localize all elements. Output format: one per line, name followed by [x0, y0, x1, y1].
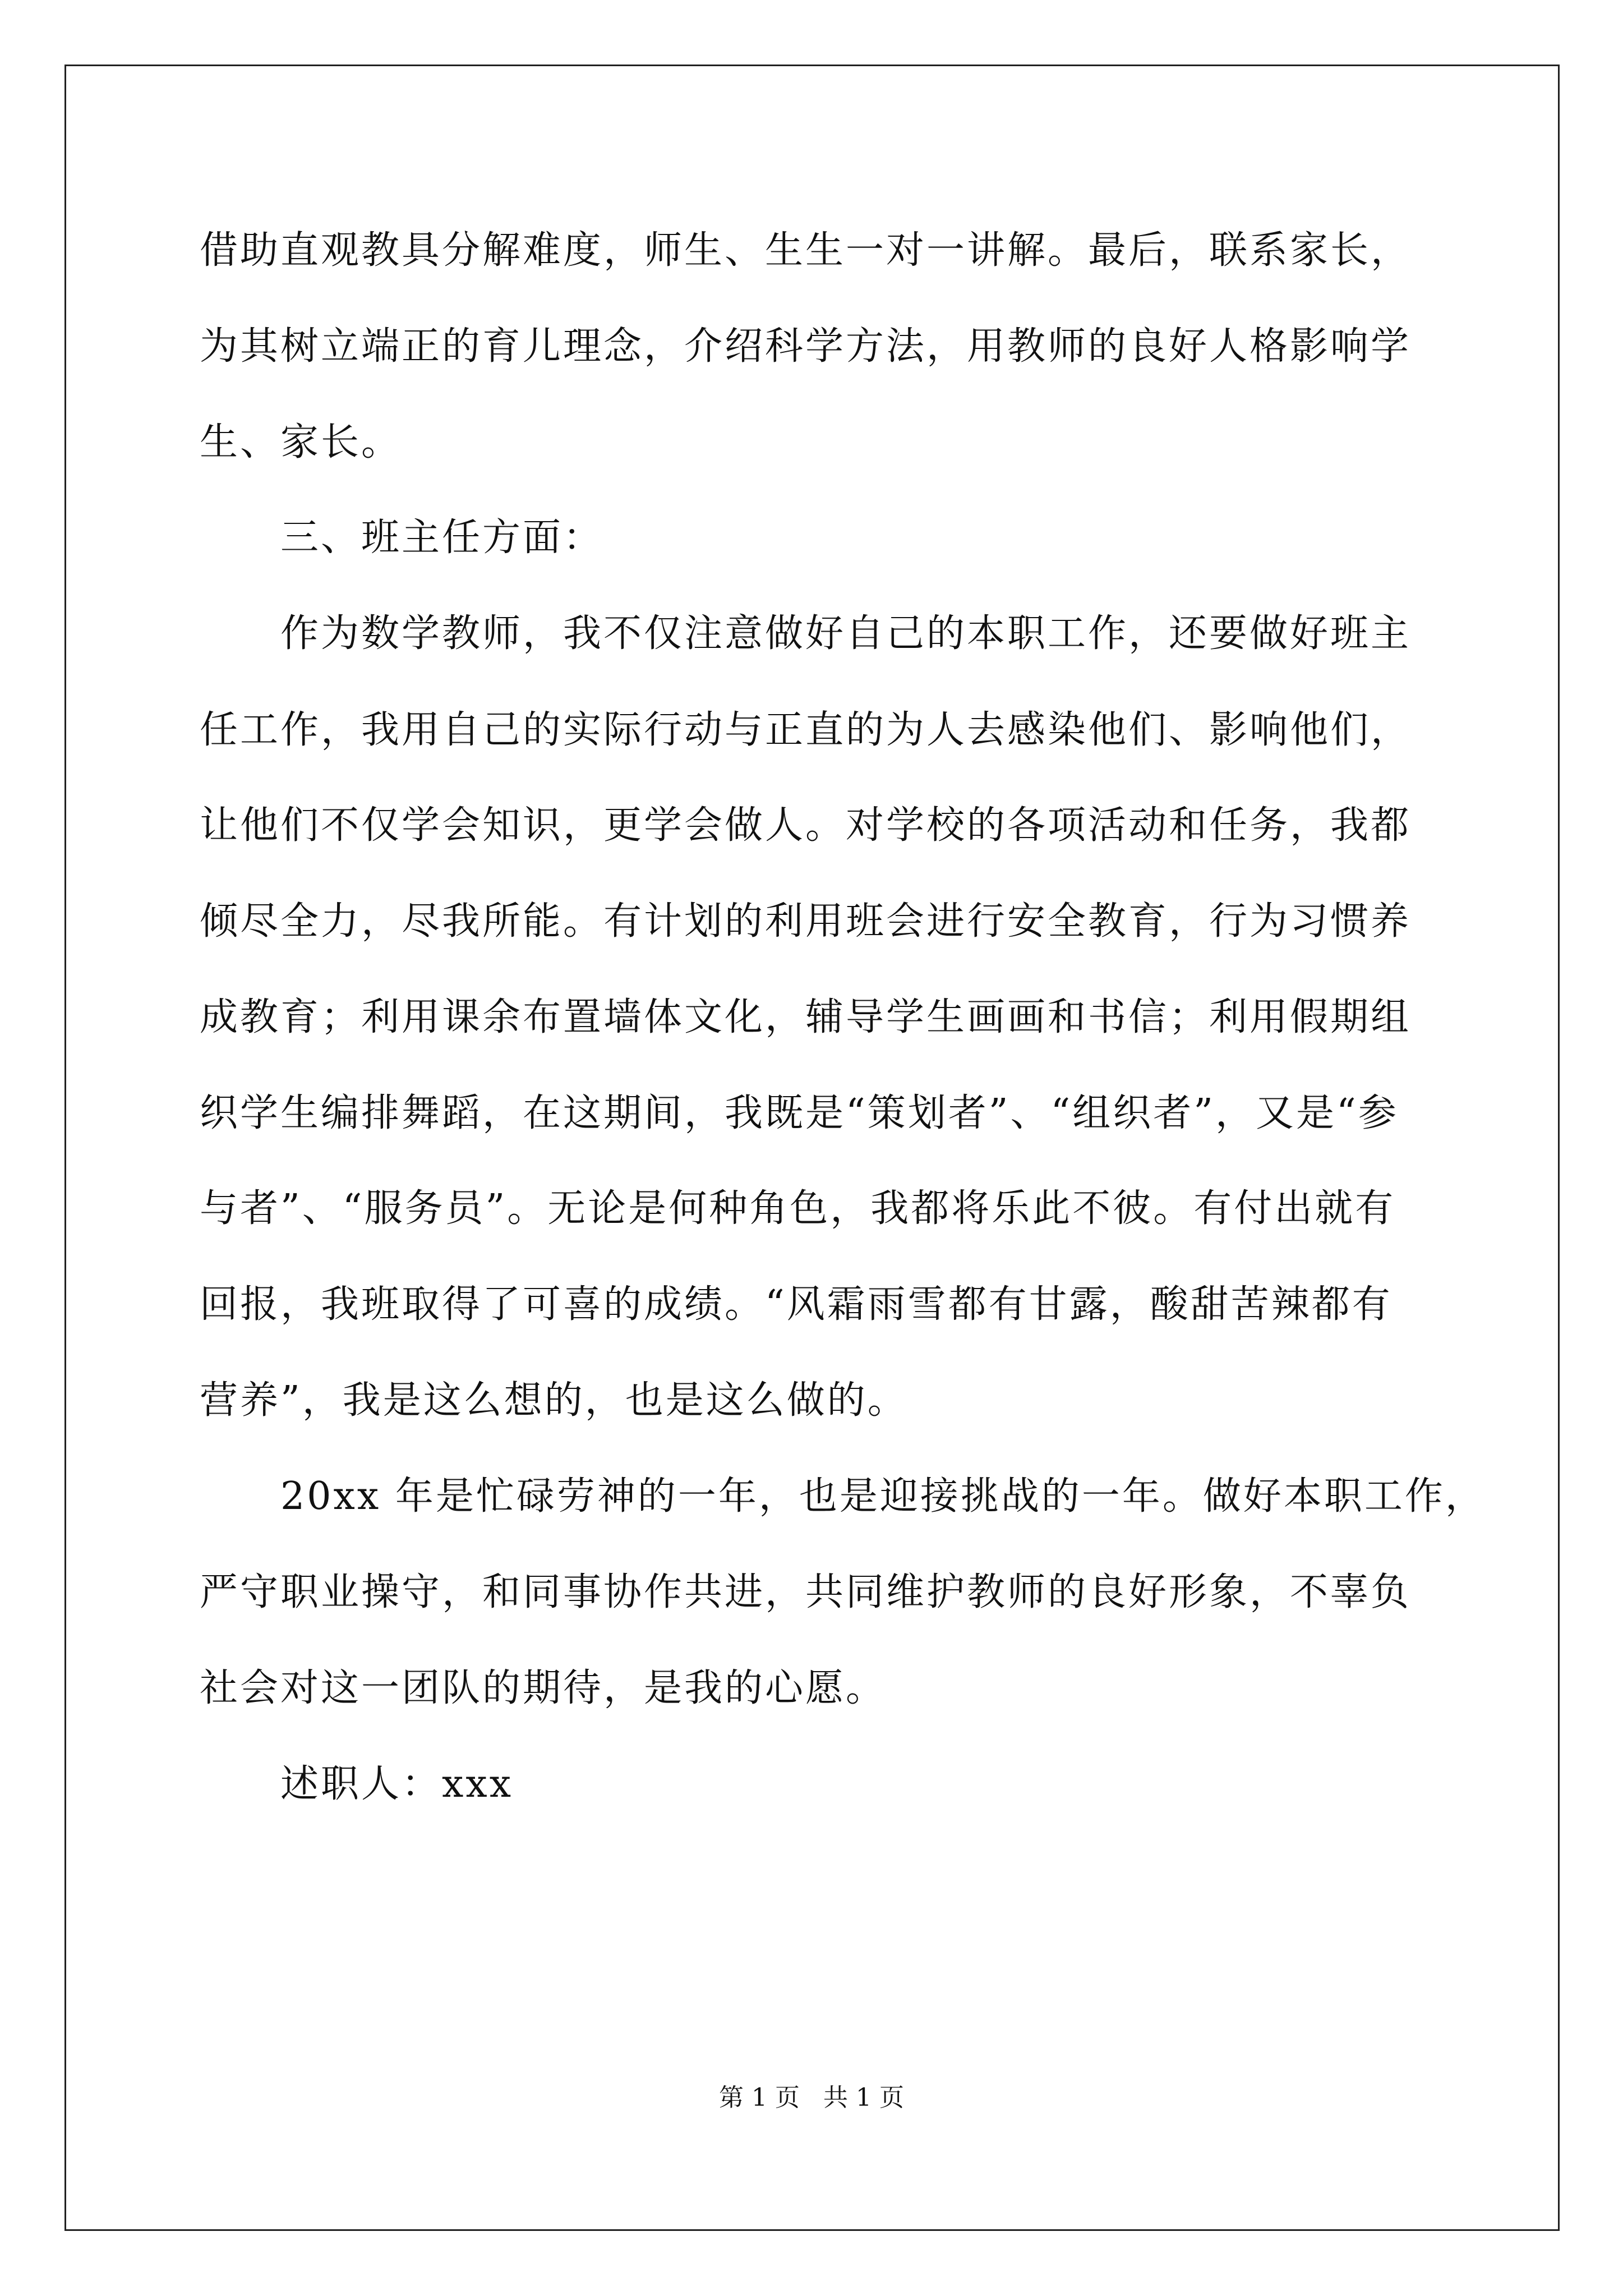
body-line-7: 让他们不仅学会知识，更学会做人。对学校的各项活动和任务，我都 — [200, 803, 1412, 848]
body-line-2: 为其树立端正的育儿理念，介绍科学方法，用教师的良好人格影响学 — [200, 324, 1412, 369]
body-line-3: 生、家长。 — [200, 420, 402, 464]
page-footer: 第 1 页 共 1 页 — [719, 2083, 904, 2112]
body-line-16: 社会对这一团队的期待，是我的心愿。 — [200, 1666, 887, 1710]
body-line-12: 回报，我班取得了可喜的成绩。“风霜雨雪都有甘露，酸甜苦辣都有 — [200, 1282, 1393, 1327]
section-heading: 三、班主任方面： — [280, 516, 604, 560]
body-line-11: 与者”、“服务员”。无论是何种角色，我都将乐此不彼。有付出就有 — [200, 1186, 1396, 1231]
body-line-15: 严守职业操守，和同事协作共进，共同维护教师的良好形象，不辜负 — [200, 1570, 1412, 1614]
body-line-5: 作为数学教师，我不仅注意做好自己的本职工作，还要做好班主 — [280, 611, 1412, 656]
body-line-6: 任工作，我用自己的实际行动与正直的为人去感染他们、影响他们， — [200, 708, 1412, 752]
body-line-8: 倾尽全力，尽我所能。有计划的利用班会进行安全教育，行为习惯养 — [200, 899, 1412, 944]
body-line-14: 20xx 年是忙碌劳神的一年，也是迎接挑战的一年。做好本职工作， — [280, 1474, 1486, 1519]
page-border — [64, 65, 1560, 2231]
body-line-13: 营养”，我是这么想的，也是这么做的。 — [200, 1378, 908, 1423]
body-line-9: 成教育；利用课余布置墙体文化，辅导学生画画和书信；利用假期组 — [200, 995, 1412, 1039]
body-line-1: 借助直观教具分解难度，师生、生生一对一讲解。最后，联系家长， — [200, 228, 1412, 273]
body-line-10: 织学生编排舞蹈，在这期间，我既是“策划者”、“组织者”，又是“参 — [200, 1091, 1399, 1135]
signature-line: 述职人：xxx — [280, 1762, 514, 1806]
